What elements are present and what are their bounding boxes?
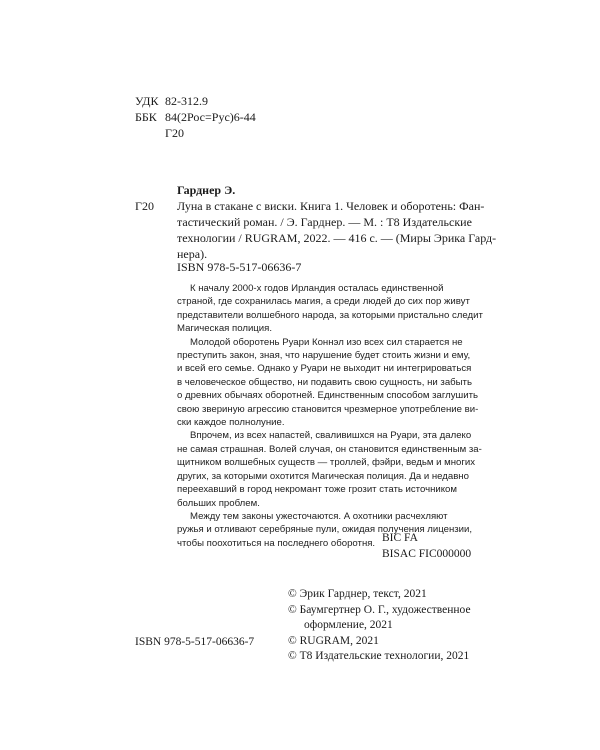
annotation-line: переехавший в город некромант тоже грозит стать источником [177, 484, 457, 496]
isbn-bottom: ISBN 978-5-517-06636-7 [135, 636, 255, 648]
annotation-line: страной, где сохранилась магия, а среди людей до сих пор живут [177, 296, 470, 308]
bbk-label: ББК [135, 110, 157, 124]
author-code-top: Г20 [165, 126, 184, 140]
subject-codes [382, 531, 471, 562]
annotation-line: К началу 2000-х годов Ирландия осталась единственной [190, 283, 444, 294]
copyright-block [288, 587, 471, 665]
annotation-line: других, за которыми охотится Магическая полиция. Да и недавно [177, 470, 469, 482]
annotation [177, 282, 497, 550]
bic-code: BIC FA [382, 532, 418, 544]
udk-row [135, 93, 256, 109]
classification-codes [135, 93, 256, 125]
bib-line-1: Луна в стакане с виски. Книга 1. Человек и оборотень: Фан- [177, 199, 485, 213]
copyright-line: © Баумгертнер О. Г., художественное [288, 603, 471, 616]
udk-value: 82-312.9 [165, 94, 208, 108]
annotation-line: представители волшебного народа, за которыми пристально следит [177, 309, 483, 321]
annotation-line: не самая страшная. Волей случая, он становится единственным за- [177, 443, 482, 455]
author-code-left: Г20 [135, 199, 154, 213]
annotation-line: больших проблем. [177, 497, 260, 509]
annotation-line: ружья и отливают серебряные пули, ожидая получения лицензии, [177, 524, 473, 536]
bisac-code: BISAC FIC000000 [382, 547, 472, 560]
annotation-line: щитником волшебных существ — троллей, фэйри, ведьм и многих [177, 457, 476, 469]
annotation-line: преступить закон, зная, что нарушение будет стоить жизни и ему, [177, 350, 471, 362]
annotation-line: Впрочем, из всех напастей, сваливишхся на Руари, эта далеко [190, 430, 472, 442]
annotation-line: о древних обычаях оборотней. Единственным способом заглушить [177, 390, 478, 402]
annotation-line: Молодой оборотень Руари Коннэл изо всех сил старается не [190, 336, 463, 348]
udk-label: УДК [135, 94, 159, 108]
copyright-line: © RUGRAM, 2021 [288, 634, 379, 647]
copyright-line: © Т8 Издательские технологии, 2021 [288, 650, 470, 662]
bib-line-2: тастический роман. / Э. Гарднер. — М. : Т8 Издательские [177, 215, 472, 229]
annotation-line: Магическая полиция. [177, 323, 273, 335]
isbn-main: ISBN 978-5-517-06636-7 [177, 260, 302, 274]
bib-line-3: технологии / RUGRAM, 2022. — 416 с. — (Миры Эрика Гард- [177, 231, 497, 245]
copyright-line: © Эрик Гарднер, текст, 2021 [288, 588, 427, 600]
bbk-value: 84(2Рос=Рус)6-44 [165, 110, 256, 124]
annotation-line: и всей его семье. Однако у Руари не выходит ни интегрироваться [177, 363, 472, 375]
annotation-line: в человеческое общество, ни подавить свою сущность, ни забыть [177, 376, 472, 388]
annotation-line: чтобы поохотиться на последнего оборотня. [177, 537, 376, 549]
copyright-line: оформление, 2021 [304, 619, 393, 631]
bibliographic-record [177, 182, 497, 262]
annotation-line: ски каждое полнолуние. [177, 417, 285, 429]
annotation-line: свою звериную агрессию становится чрезмерное употребление ви- [177, 403, 479, 415]
bib-line-4: нера). [177, 247, 208, 261]
annotation-line: Между тем законы ужесточаются. А охотники расчехляют [190, 510, 448, 522]
bbk-row [135, 109, 256, 125]
author-name: Гарднер Э. [177, 183, 236, 197]
